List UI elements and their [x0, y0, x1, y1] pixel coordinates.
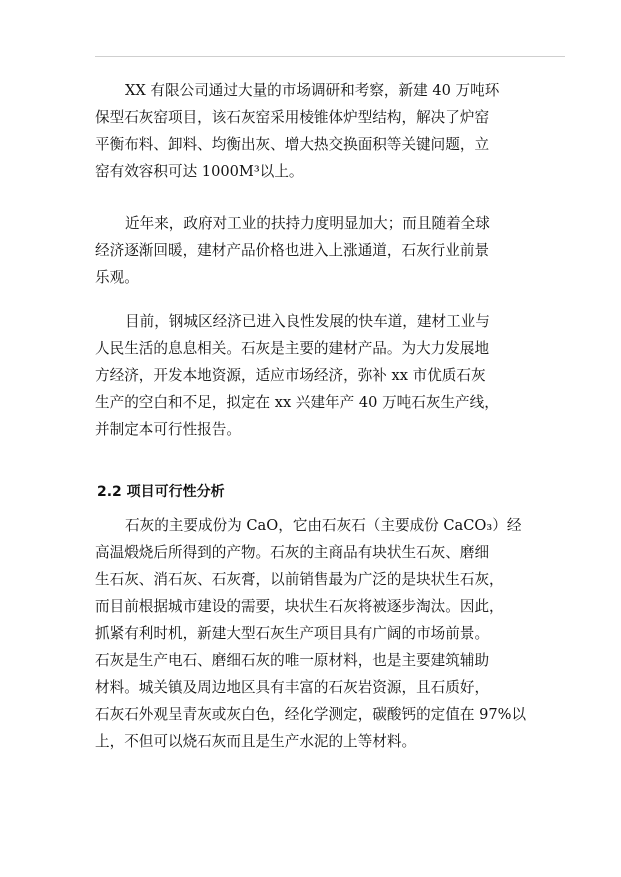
- text-line: 目前，钢城区经济已进入良性发展的快车道，建材工业与: [125, 313, 490, 330]
- text-line: 乐观。: [95, 269, 139, 286]
- text-line: XX 有限公司通过大量的市场调研和考察，新建 40 万吨环: [125, 82, 500, 99]
- text-line: 石灰石外观呈青灰或灰白色，经化学测定，碳酸钙的定值在 97%以: [95, 706, 527, 723]
- paragraph-3: [95, 308, 560, 443]
- text-line: 而目前根据城市建设的需要，块状生石灰将被逐步淘汰。因此，: [95, 598, 504, 615]
- text-line: 生产的空白和不足，拟定在 xx 兴建年产 40 万吨石灰生产线，: [95, 394, 499, 411]
- text-line: 石灰是生产电石、磨细石灰的唯一原材料，也是主要建筑辅助: [95, 652, 490, 669]
- text-line: 人民生活的息息相关。石灰是主要的建材产品。为大力发展地: [95, 340, 490, 357]
- text-line: 并制定本可行性报告。: [95, 421, 241, 438]
- text-line: 方经济，开发本地资源，适应市场经济，弥补 xx 市优质石灰: [95, 367, 486, 384]
- text-line: 生石灰、消石灰、石灰膏，以前销售最为广泛的是块状生石灰，: [95, 571, 504, 588]
- text-line: 平衡布料、卸料、均衡出灰、增大热交换面积等关键问题，立: [95, 136, 490, 153]
- text-line: 窑有效容积可达 1000M³以上。: [95, 163, 304, 180]
- text-line: 抓紧有利时机，新建大型石灰生产项目具有广阔的市场前景。: [95, 625, 490, 642]
- text-line: 保型石灰窑项目，该石灰窑采用棱锥体炉型结构，解决了炉窑: [95, 109, 490, 126]
- section-heading: 2.2 项目可行性分析: [97, 484, 225, 500]
- paragraph-4: [95, 512, 560, 755]
- paragraph-1: [95, 77, 560, 185]
- text-line: 高温煅烧后所得到的产物。石灰的主商品有块状生石灰、磨细: [95, 544, 490, 561]
- text-line: 近年来，政府对工业的扶持力度明显加大；而且随着全球: [125, 215, 490, 232]
- text-line: 上，不但可以烧石灰而且是生产水泥的上等材料。: [95, 733, 417, 750]
- text-line: 经济逐渐回暖，建材产品价格也进入上涨通道，石灰行业前景: [95, 242, 490, 259]
- text-line: 材料。城关镇及周边地区具有丰富的石灰岩资源，且石质好，: [95, 679, 490, 696]
- text-line: 石灰的主要成份为 CaO，它由石灰石（主要成份 CaCO₃）经: [125, 517, 522, 534]
- header-rule: [95, 56, 565, 57]
- paragraph-2: [95, 210, 560, 291]
